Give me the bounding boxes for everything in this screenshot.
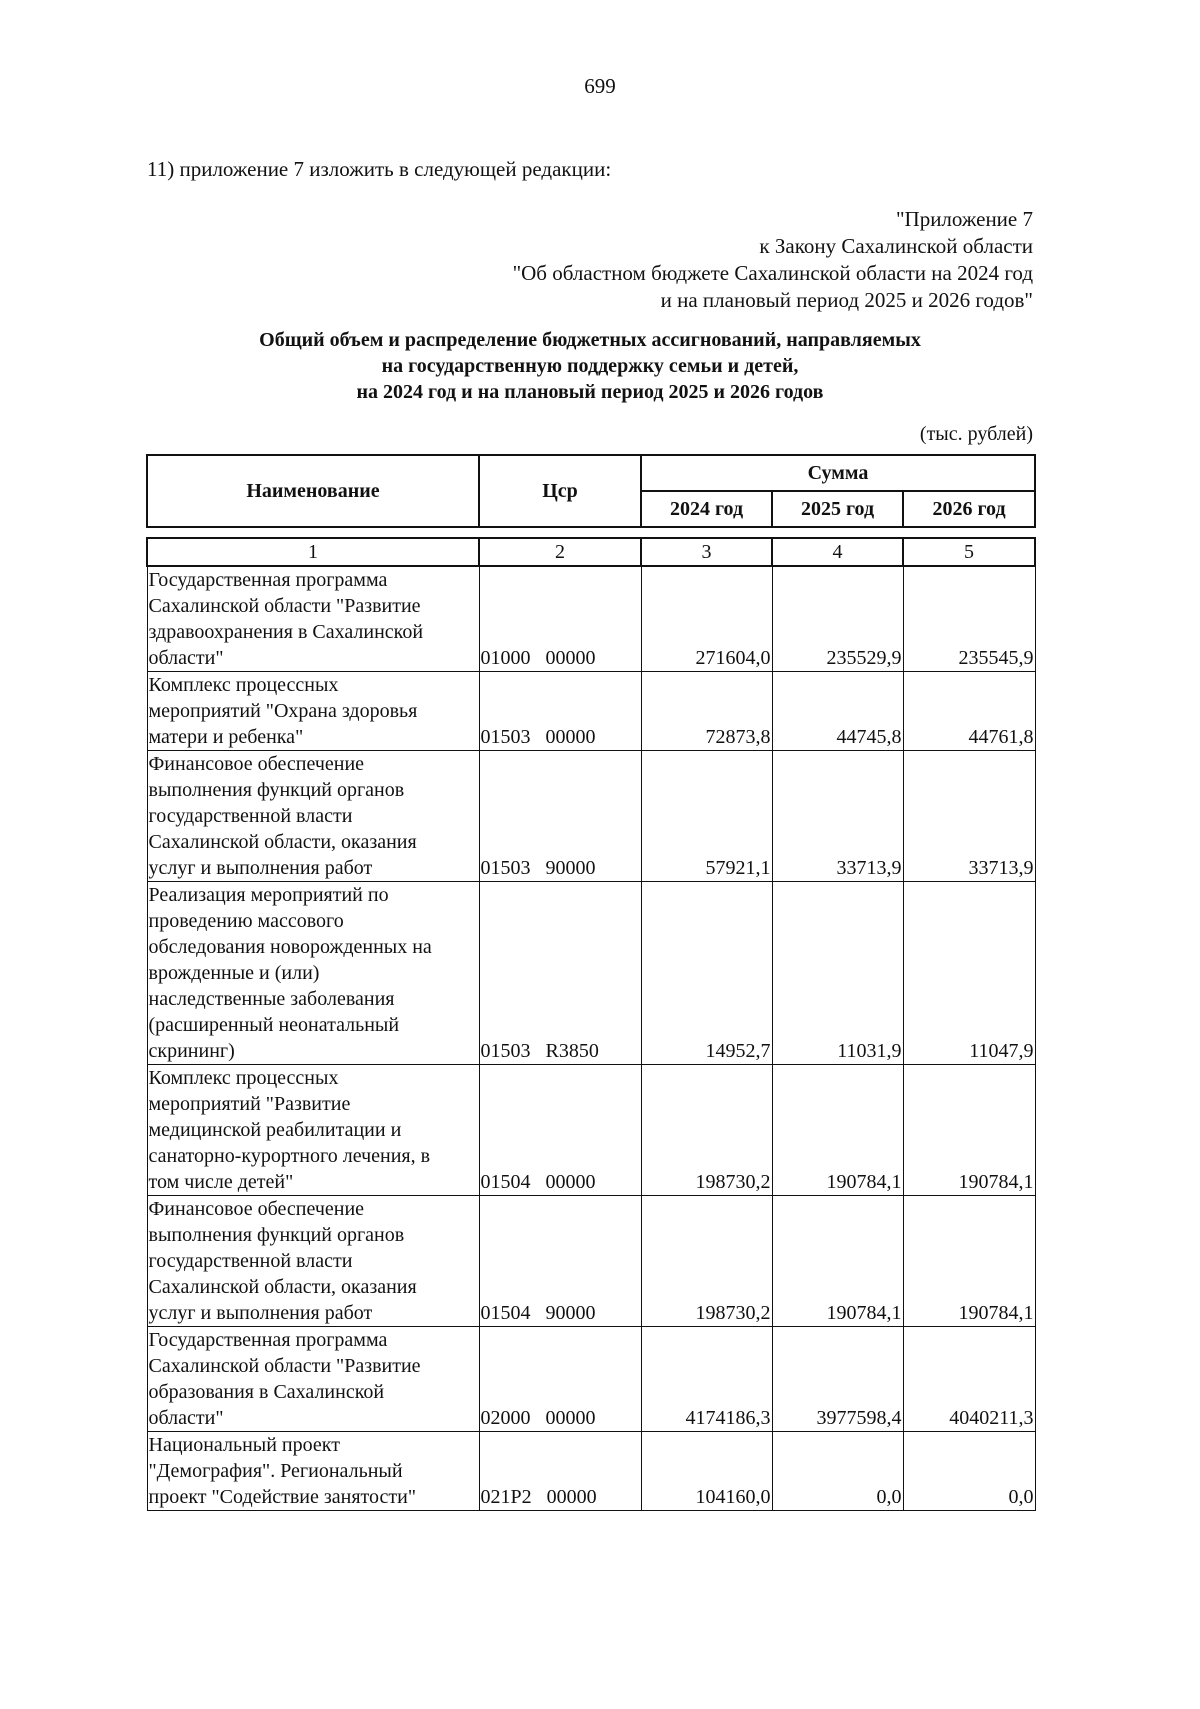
value-2026: 190784,1: [903, 1065, 1035, 1196]
value-2025: 190784,1: [772, 1196, 903, 1327]
row-code: 01504 90000: [479, 1196, 641, 1327]
table-row: [147, 1065, 1035, 1196]
value-2026: 11047,9: [903, 882, 1035, 1065]
value-2025: 33713,9: [772, 751, 903, 882]
row-name: Финансовое обеспечение выполнения функций органов государственной власти Сахалинской области, оказания услуг и выполнения работ: [147, 751, 479, 882]
table-header: [146, 454, 1036, 528]
table-row: [147, 751, 1035, 882]
table-row: [147, 1327, 1035, 1432]
row-code: 01000 00000: [479, 566, 641, 672]
value-2025: 3977598,4: [772, 1327, 903, 1432]
value-2026: 190784,1: [903, 1196, 1035, 1327]
header-2026: 2026 год: [903, 491, 1035, 527]
value-2024: 198730,2: [641, 1065, 772, 1196]
table-row: [147, 1196, 1035, 1327]
row-name: Комплекс процессных мероприятий "Развитие медицинской реабилитации и санаторно-курортного лечения, в том числе детей": [147, 1065, 479, 1196]
row-code: 021P2 00000: [479, 1432, 641, 1511]
value-2026: 235545,9: [903, 566, 1035, 672]
column-number: 2: [479, 538, 641, 566]
column-numbers-row: [147, 538, 1035, 566]
table-row: [147, 1432, 1035, 1511]
row-code: 01504 00000: [479, 1065, 641, 1196]
value-2026: 4040211,3: [903, 1327, 1035, 1432]
row-code: 02000 00000: [479, 1327, 641, 1432]
value-2024: 104160,0: [641, 1432, 772, 1511]
row-code: 01503 90000: [479, 751, 641, 882]
column-number: 4: [772, 538, 903, 566]
column-number: 1: [147, 538, 479, 566]
row-name: Финансовое обеспечение выполнения функций органов государственной власти Сахалинской области, оказания услуг и выполнения работ: [147, 1196, 479, 1327]
table-row: [147, 882, 1035, 1065]
header-code: Цср: [479, 455, 641, 527]
header-2024: 2024 год: [641, 491, 772, 527]
value-2024: 271604,0: [641, 566, 772, 672]
value-2025: 190784,1: [772, 1065, 903, 1196]
value-2025: 235529,9: [772, 566, 903, 672]
row-name: Комплекс процессных мероприятий "Охрана здоровья матери и ребенка": [147, 672, 479, 751]
row-code: 01503 R3850: [479, 882, 641, 1065]
column-number: 5: [903, 538, 1035, 566]
row-name: Национальный проект "Демография". Региональный проект "Содействие занятости": [147, 1432, 479, 1511]
document-title: Общий объем и распределение бюджетных ассигнований, направляемых на государственную поддержку семьи и детей, на 2024 год и на плановый период 2025 и 2026 годов: [259, 329, 921, 403]
row-code: 01503 00000: [479, 672, 641, 751]
value-2025: 11031,9: [772, 882, 903, 1065]
value-2024: 57921,1: [641, 751, 772, 882]
units-label: (тыс. рублей): [919, 423, 1033, 445]
value-2024: 198730,2: [641, 1196, 772, 1327]
page-number: 699: [584, 74, 616, 98]
header-name: Наименование: [147, 455, 479, 527]
header-sum: Сумма: [641, 455, 1035, 491]
value-2024: 72873,8: [641, 672, 772, 751]
value-2024: 14952,7: [641, 882, 772, 1065]
table-row: [147, 566, 1035, 672]
column-number: 3: [641, 538, 772, 566]
header-2025: 2025 год: [772, 491, 903, 527]
appendix-header: "Приложение 7 к Закону Сахалинской области "Об областном бюджете Сахалинской области на 2024 год и на плановый период 2025 и 2026 годов": [512, 207, 1033, 312]
value-2026: 44761,8: [903, 672, 1035, 751]
intro-text: 11) приложение 7 изложить в следующей редакции:: [147, 157, 612, 181]
row-name: Реализация мероприятий по проведению массового обследования новорожденных на врожденные и (или) наследственные заболевания (расширенный неонатальный скрининг): [147, 882, 479, 1065]
value-2025: 44745,8: [772, 672, 903, 751]
row-name: Государственная программа Сахалинской области "Развитие здравоохранения в Сахалинской области": [147, 566, 479, 672]
value-2026: 0,0: [903, 1432, 1035, 1511]
value-2025: 0,0: [772, 1432, 903, 1511]
row-name: Государственная программа Сахалинской области "Развитие образования в Сахалинской области": [147, 1327, 479, 1432]
value-2024: 4174186,3: [641, 1327, 772, 1432]
value-2026: 33713,9: [903, 751, 1035, 882]
budget-table: [146, 537, 1036, 1511]
table-row: [147, 672, 1035, 751]
